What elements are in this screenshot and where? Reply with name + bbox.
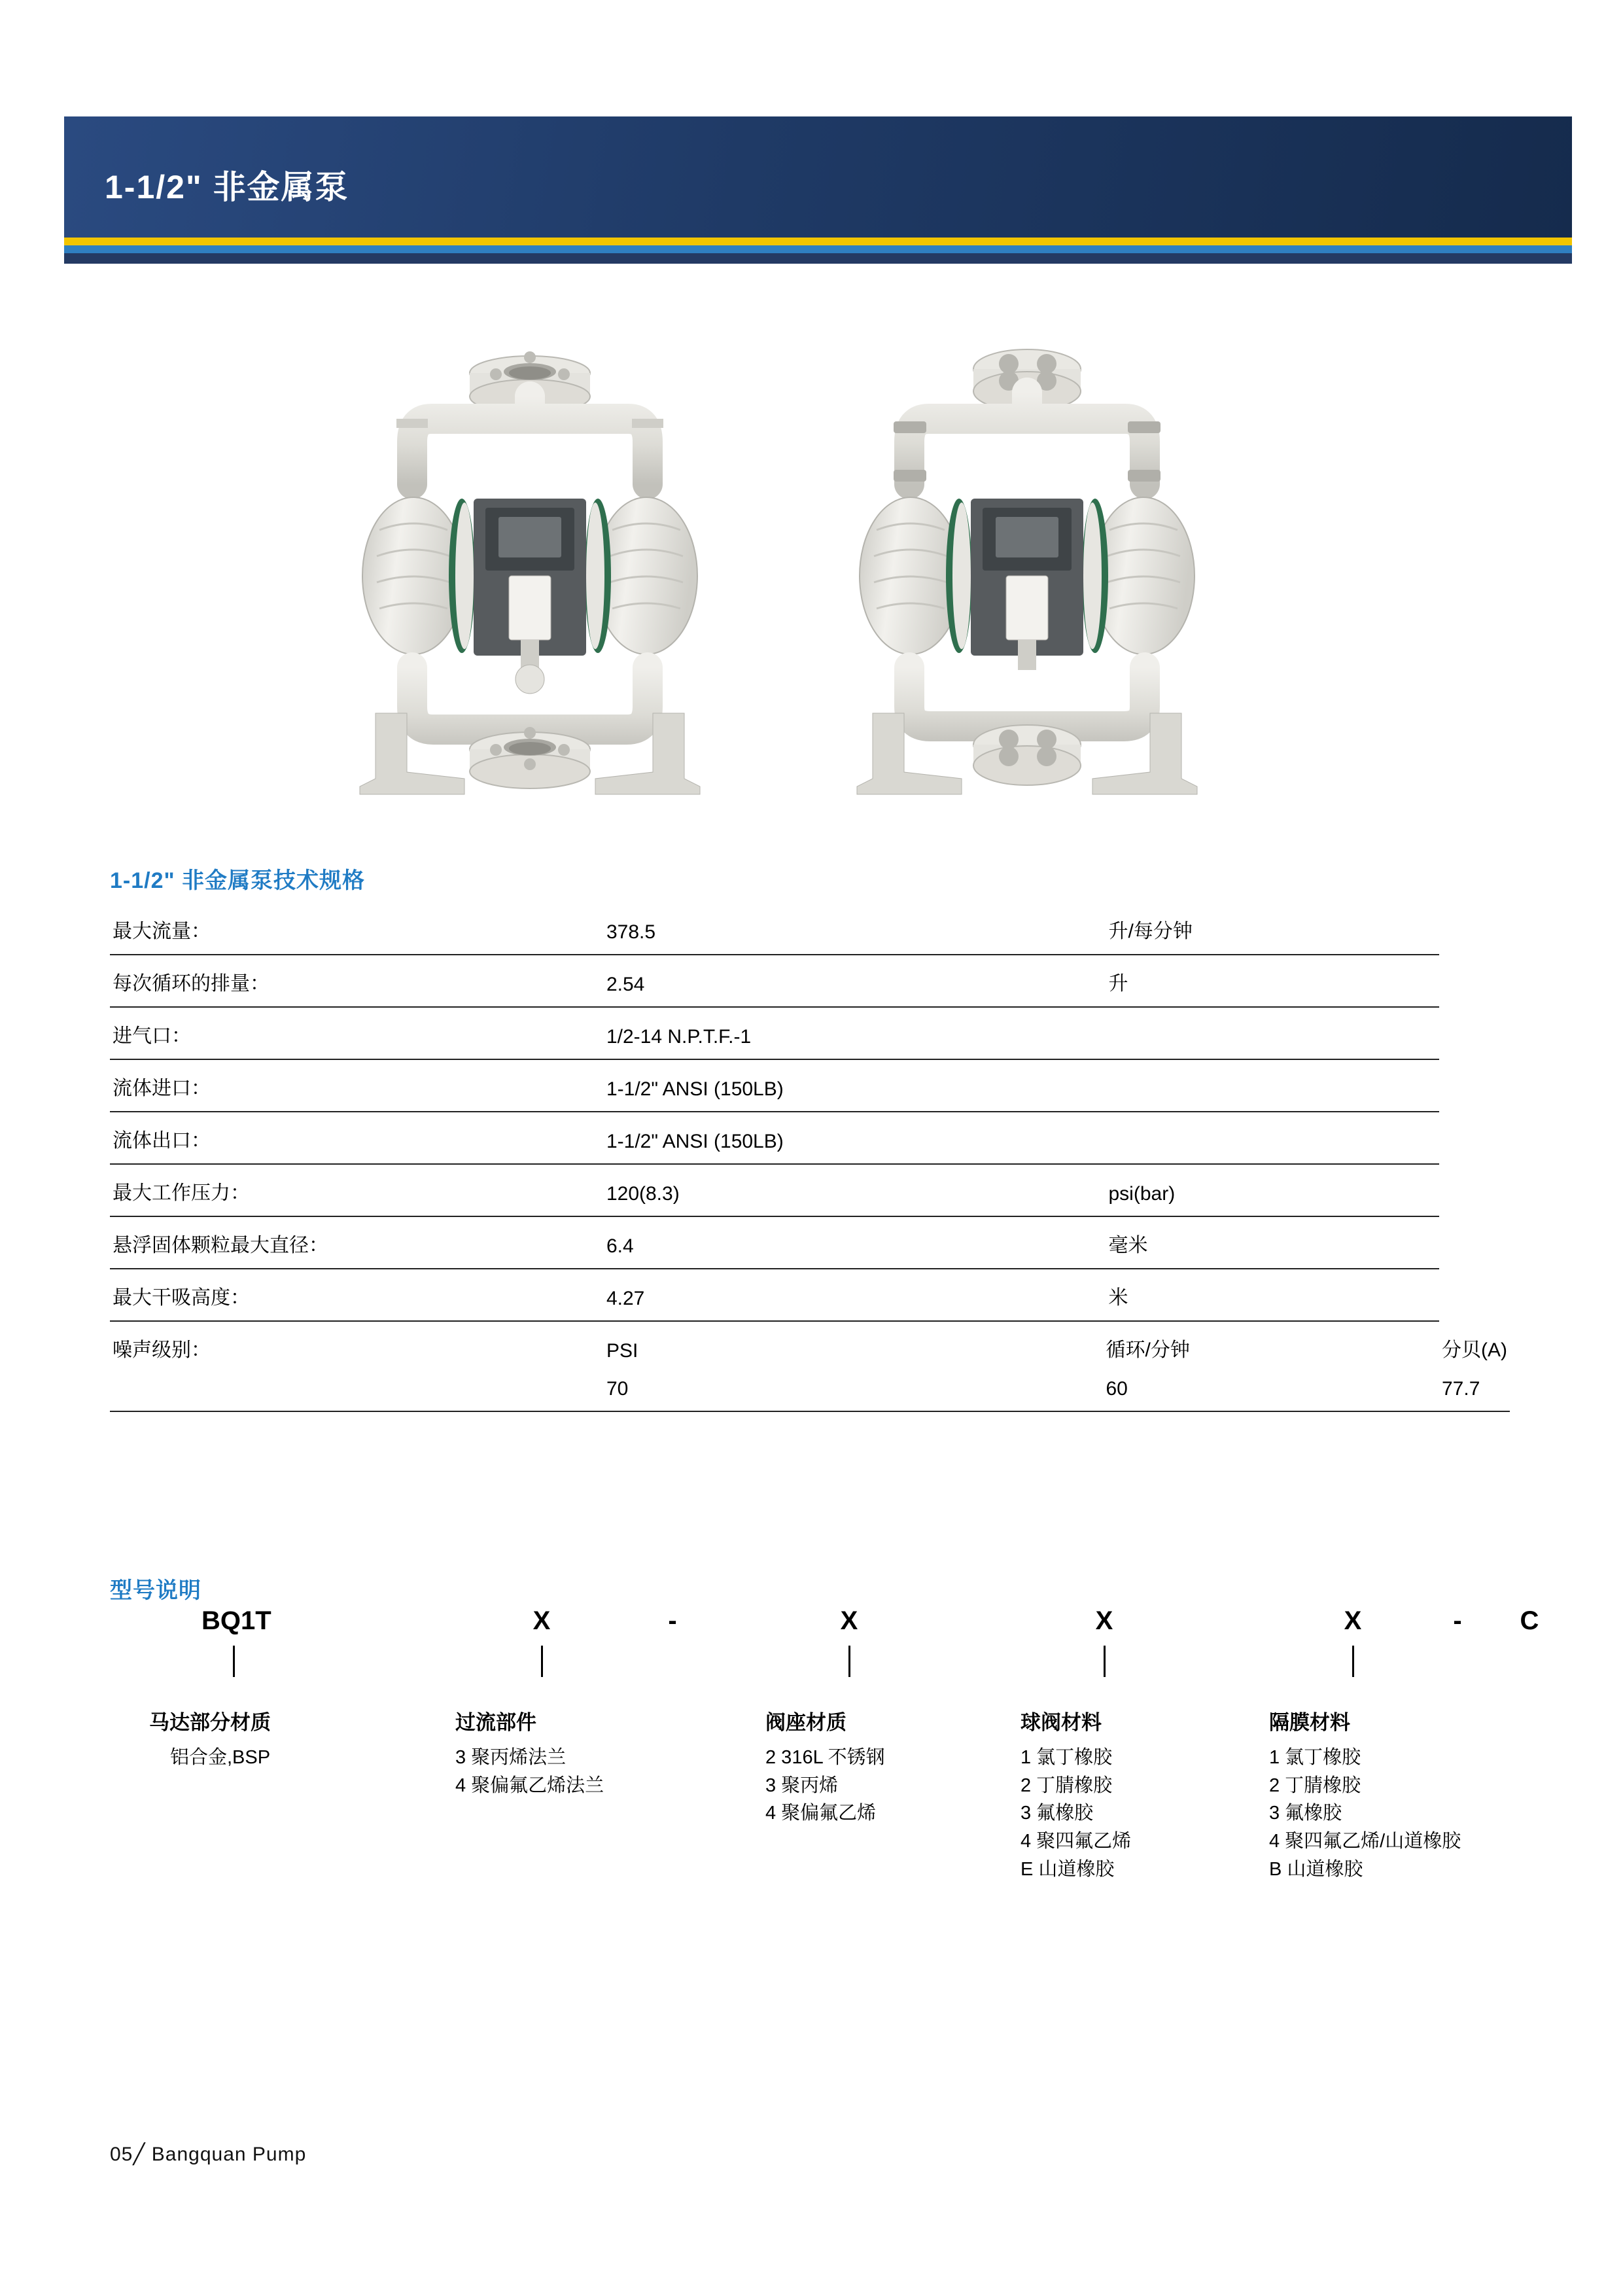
table-row xyxy=(110,1007,1510,1059)
spec-value: 120(8.3) xyxy=(604,1164,1106,1216)
model-code-row xyxy=(110,1606,1539,1652)
list-item: 4 聚偏氟乙烯法兰 xyxy=(455,1775,604,1796)
spec-unit xyxy=(1106,1112,1440,1164)
spec-unit xyxy=(1106,1007,1440,1059)
spec-value: 378.5 xyxy=(604,903,1106,955)
code-tick-1 xyxy=(233,1646,235,1677)
table-row xyxy=(110,903,1510,955)
list-item: 3 聚丙烯 xyxy=(765,1775,839,1796)
pump-illustration xyxy=(307,321,1289,818)
model-col-head-1: 马达部分材质 xyxy=(149,1711,271,1734)
list-item: E 山道橡胶 xyxy=(1021,1858,1115,1880)
rule-yellow xyxy=(64,238,1572,245)
model-col-list-4 xyxy=(1021,1744,1131,1883)
model-code-block xyxy=(110,1606,1539,1973)
model-col-head-4: 球阀材料 xyxy=(1021,1711,1102,1734)
spec-unit: 升/每分钟 xyxy=(1106,903,1440,955)
noise-header-db: 分贝(A) xyxy=(1442,1339,1507,1361)
list-item: 4 聚四氟乙烯 xyxy=(1021,1830,1132,1852)
list-item: 1 氯丁橡胶 xyxy=(1269,1747,1361,1768)
model-col-head-3: 阀座材质 xyxy=(765,1711,846,1734)
table-row xyxy=(110,955,1510,1007)
spec-unit: psi(bar) xyxy=(1106,1164,1440,1216)
model-col-head-2: 过流部件 xyxy=(455,1711,536,1734)
spec-value: 6.4 xyxy=(604,1216,1106,1269)
noise-header-row xyxy=(110,1321,1510,1369)
code-char-1: X xyxy=(532,1606,551,1635)
spec-value: 4.27 xyxy=(604,1269,1106,1321)
code-tick-3 xyxy=(848,1646,850,1677)
list-item: 铝合金,BSP xyxy=(170,1747,271,1768)
footer-brand: Bangquan Pump xyxy=(151,2144,307,2165)
list-item: 3 氟橡胶 xyxy=(1269,1803,1342,1824)
product-images xyxy=(307,321,1289,818)
model-col-list-5 xyxy=(1269,1744,1461,1883)
model-col-head-5: 隔膜材料 xyxy=(1269,1711,1350,1734)
noise-value-cycles: 60 xyxy=(1106,1369,1440,1411)
code-char-2: X xyxy=(840,1606,858,1635)
page-title: 1-1/2" 非金属泵 xyxy=(105,169,349,205)
spec-label: 流体进口： xyxy=(110,1059,604,1112)
code-prefix: BQ xyxy=(201,1606,241,1635)
spec-label: 悬浮固体颗粒最大直径： xyxy=(110,1216,604,1269)
noise-value-db: 77.7 xyxy=(1439,1369,1510,1411)
spec-label: 最大流量： xyxy=(110,903,604,955)
noise-label: 噪声级别： xyxy=(113,1339,211,1361)
spec-unit: 毫米 xyxy=(1106,1216,1440,1269)
spec-unit: 升 xyxy=(1106,955,1440,1007)
code-char-4: X xyxy=(1344,1606,1362,1635)
spec-value: 2.54 xyxy=(604,955,1106,1007)
rule-blue xyxy=(64,245,1572,253)
code-tick-4 xyxy=(1104,1646,1106,1677)
code-size: 1T xyxy=(241,1606,271,1635)
list-item: 2 316L 不锈钢 xyxy=(765,1747,885,1768)
list-item: 2 丁腈橡胶 xyxy=(1269,1775,1361,1796)
noise-spacer xyxy=(110,1369,604,1411)
table-row xyxy=(110,1059,1510,1112)
code-dash-1: - xyxy=(668,1606,677,1635)
spec-label: 每次循环的排量： xyxy=(110,955,604,1007)
list-item: 3 聚丙烯法兰 xyxy=(455,1747,567,1768)
model-col-list-2 xyxy=(455,1744,604,1799)
footer-separator: ╱ xyxy=(133,2144,146,2165)
code-char-3: X xyxy=(1095,1606,1113,1635)
list-item: 2 丁腈橡胶 xyxy=(1021,1775,1113,1796)
code-tick-5 xyxy=(1352,1646,1354,1677)
model-col-list-3 xyxy=(765,1744,885,1828)
list-item: 4 聚四氟乙烯/山道橡胶 xyxy=(1269,1830,1461,1852)
spec-label: 最大干吸高度： xyxy=(110,1269,604,1321)
noise-header-cycles: 循环/分钟 xyxy=(1106,1339,1190,1361)
list-item: 3 氟橡胶 xyxy=(1021,1803,1094,1824)
spec-unit: 米 xyxy=(1106,1269,1440,1321)
code-tick-2 xyxy=(541,1646,543,1677)
table-row xyxy=(110,1164,1510,1216)
noise-values-row xyxy=(110,1369,1510,1411)
table-row xyxy=(110,1112,1510,1164)
code-suffix: C xyxy=(1520,1606,1539,1635)
model-col-list-1 xyxy=(170,1744,270,1772)
spec-unit xyxy=(1106,1059,1440,1112)
spec-section-heading: 1-1/2" 非金属泵技术规格 xyxy=(110,868,366,893)
spec-label: 最大工作压力： xyxy=(110,1164,604,1216)
rule-dark xyxy=(64,253,1572,264)
page-number: 05 xyxy=(110,2144,133,2165)
list-item: 1 氯丁橡胶 xyxy=(1021,1747,1113,1768)
spec-value: 1-1/2" ANSI (150LB) xyxy=(604,1112,1106,1164)
list-item: B 山道橡胶 xyxy=(1269,1858,1363,1880)
noise-header-psi: PSI xyxy=(606,1340,638,1362)
table-row xyxy=(110,1216,1510,1269)
spec-value: 1/2-14 N.P.T.F.-1 xyxy=(604,1007,1106,1059)
noise-value-psi: 70 xyxy=(604,1369,1106,1411)
table-row xyxy=(110,1269,1510,1321)
model-section-heading: 型号说明 xyxy=(110,1578,201,1603)
spec-value: 1-1/2" ANSI (150LB) xyxy=(604,1059,1106,1112)
code-dash-2: - xyxy=(1453,1606,1462,1635)
spec-table xyxy=(110,903,1510,1412)
list-item: 4 聚偏氟乙烯 xyxy=(765,1803,877,1824)
spec-label: 进气口： xyxy=(110,1007,604,1059)
spec-label: 流体出口： xyxy=(110,1112,604,1164)
footer xyxy=(110,2143,306,2166)
